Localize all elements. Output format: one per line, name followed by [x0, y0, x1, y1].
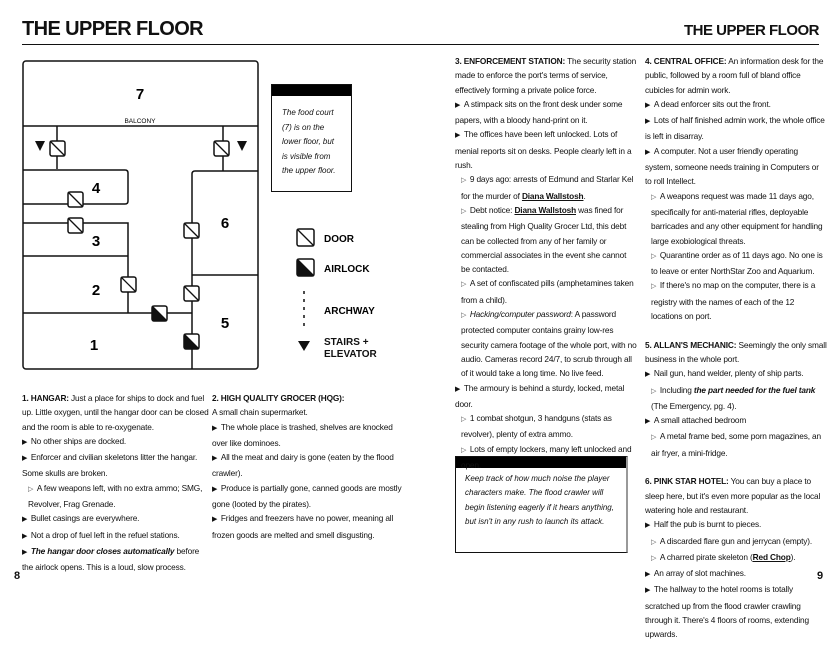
text-run: Produce is partially gone, canned goods are mostly gone (looted by the pirates).	[212, 482, 402, 510]
door-icon	[214, 141, 229, 156]
text-run: : A password protected computer contains grainy low-res security camera footage of the whole port, with no audio. Cameras record 24/7, to scrub through all of it would take a long time. No live feed.	[461, 309, 637, 379]
section-title: 4. CENTRAL OFFICE:	[645, 56, 727, 66]
room-label-7: 7	[135, 86, 145, 103]
bullet-item	[22, 511, 210, 527]
room-label-1: 1	[89, 337, 99, 354]
bullet-item	[455, 127, 637, 172]
bullet-item	[645, 248, 827, 279]
text-run: the part needed for the fuel tank	[693, 384, 816, 395]
text-run: Seemingly the only small business in the whole port.	[645, 339, 827, 364]
bullet-item	[455, 381, 637, 412]
text-run: The armoury is behind a sturdy, locked, metal door.	[455, 382, 625, 409]
text-run: A metal frame bed, some porn magazines, an air fryer, a mini-fridge.	[651, 431, 821, 458]
text-run: All the meat and dairy is gone (eaten by the flood crawler).	[212, 452, 394, 479]
text-run: The whole place is trashed, shelves are knocked over like dominoes.	[212, 421, 393, 448]
legend-airlock-label: AIRLOCK	[324, 264, 370, 275]
location-section	[455, 54, 637, 472]
bullet-item	[455, 203, 637, 276]
section-intro	[645, 338, 827, 367]
text-run: A discarded flare gun and jerrycan (empty).	[659, 535, 813, 546]
bullet-item	[22, 481, 210, 512]
bullet-item	[645, 534, 827, 550]
text-run: Hacking/computer password	[469, 309, 571, 320]
door-icon	[184, 223, 199, 238]
text-run: If there's no map on the computer, there is a registry with the names of each of the 12 locations on port.	[651, 280, 816, 322]
bullet-item	[645, 383, 827, 414]
character-name: Red Chop	[752, 551, 791, 562]
text-run: Debt notice:	[469, 204, 515, 215]
text-run: 1 combat shotgun, 3 handguns (stats as revolver), plenty of extra ammo.	[461, 413, 612, 440]
bullet-item	[645, 413, 827, 429]
room-label-3: 3	[91, 233, 101, 250]
text-run: Lots of empty lockers, many left unlocked and open.	[461, 443, 632, 471]
location-section	[22, 391, 210, 575]
bullet-item	[645, 278, 827, 323]
page-number-right: 9	[817, 570, 824, 582]
bullet-item	[212, 481, 408, 512]
airlock-icon	[297, 259, 314, 276]
text-run: ).	[790, 551, 796, 562]
section-title: 1. HANGAR:	[22, 393, 69, 403]
bullet-item	[22, 450, 210, 481]
text-run: Nail gun, hand welder, plenty of ship parts.	[653, 368, 804, 379]
room-label-4: 4	[91, 180, 101, 197]
location-section	[645, 54, 827, 323]
bullet-item	[645, 582, 827, 641]
bullet-item	[22, 544, 210, 575]
section-intro	[212, 391, 408, 420]
text-run: The security station made to enforce the port's terms of service, effectively forming a private police force.	[455, 56, 637, 95]
room-label-6: 6	[220, 215, 230, 232]
text-run: You can buy a place to sleep here, but it's even more popular as the local watering hole and restaurant.	[645, 476, 821, 515]
legend-door-label: DOOR	[324, 234, 354, 245]
map-legend	[297, 229, 375, 351]
character-name: Diana Wallstosh	[521, 190, 584, 201]
column-4	[645, 54, 827, 656]
bullet-item	[212, 420, 408, 451]
door-icon	[50, 141, 65, 156]
bullet-item	[645, 429, 827, 460]
character-name: Diana Wallstosh	[514, 204, 576, 215]
text-run: 9 days ago: arrests of Edmund and Starlar Kel for the murder of	[461, 174, 634, 201]
section-intro	[455, 54, 637, 97]
room-label-2: 2	[91, 282, 101, 299]
room-label-5: 5	[220, 315, 230, 332]
bullet-item	[455, 276, 637, 307]
section-title: 5. ALLAN'S MECHANIC:	[645, 339, 737, 350]
bullet-item	[645, 517, 827, 533]
bullet-item	[22, 528, 210, 544]
text-run: No other ships are docked.	[30, 435, 127, 446]
stairs-elevator-icon	[35, 141, 45, 151]
text-run: A stimpack sits on the front desk under some papers, with a bloody hand-print on it.	[455, 98, 623, 126]
location-section	[212, 391, 408, 542]
text-run: An information desk for the public, followed by a room full of bland office cubicles for admin work.	[645, 56, 824, 95]
text-run: The hangar door closes automatically	[30, 545, 175, 556]
airlock-icon	[184, 334, 199, 349]
legend-archway-label: ARCHWAY	[324, 306, 375, 317]
text-run: Half the pub is burnt to pieces.	[653, 519, 762, 530]
text-run: A few weapons left, with no extra ammo; SMG, Revolver, Frag Grenade.	[28, 482, 203, 510]
column-3	[455, 54, 637, 487]
bullet-item	[455, 307, 637, 380]
stairs-elevator-icon	[237, 141, 247, 151]
bullet-item	[455, 172, 637, 203]
section-title: 6. PINK STAR HOTEL:	[645, 476, 729, 487]
map-note-box	[271, 84, 352, 192]
text-run: A small chain supermarket.	[212, 407, 308, 418]
text-run: An array of slot machines.	[653, 568, 746, 579]
bullet-item	[645, 113, 827, 144]
section-title: 3. ENFORCEMENT STATION:	[455, 56, 566, 66]
bullet-item	[645, 189, 827, 248]
text-run: was fined for stealing from High Quality Grocer Ltd, this debt can be collected from any of her family or commercial associates in the event she cannot be contacted.	[461, 204, 627, 275]
door-icon	[184, 286, 199, 301]
text-run: A dead enforcer sits out the front.	[653, 98, 771, 109]
bullet-item	[212, 450, 408, 481]
text-run: A charred pirate skeleton (	[659, 551, 753, 562]
text-run: Bullet casings are everywhere.	[30, 513, 140, 524]
section-intro	[645, 474, 827, 517]
door-icon	[68, 192, 83, 207]
bullet-item	[455, 411, 637, 442]
door-icon	[121, 277, 136, 292]
section-intro	[645, 54, 827, 97]
door-icon	[68, 218, 83, 233]
page-title-left: THE UPPER FLOOR	[22, 18, 204, 40]
noise-note-text: Keep track of how much noise the player characters make. The flood crawler will begin listening eagerly if it hears anything, but isn't in any rush to launch its attack.	[465, 474, 614, 526]
text-run: A set of confiscated pills (amphetamines taken from a child).	[461, 278, 634, 305]
text-run: Just a place for ships to dock and fuel up. Little oxygen, until the hangar door can be closed and the room is able to re-oxygenate.	[22, 393, 209, 432]
location-section	[645, 474, 827, 641]
bullet-item	[645, 366, 827, 382]
text-run: A weapons request was made 11 days ago, specifically for anti-material rifles, deployable barricades and any other equipment for handling large exobiological threats.	[651, 190, 823, 246]
text-run: Quarantine order as of 11 days ago. No one is to leave or enter NorthStar Zoo and Aquarium.	[651, 249, 823, 277]
legend-stairs-label: STAIRS + ELEVATOR	[324, 337, 377, 360]
location-section	[645, 338, 827, 460]
column-2	[212, 391, 408, 556]
text-run: A computer. Not a user friendly operating system, someone needs training in Computers or to roll Intellect.	[645, 145, 819, 187]
page-title-right: THE UPPER FLOOR	[683, 22, 819, 39]
bullet-item	[212, 511, 408, 542]
stairs-elevator-icon	[298, 341, 310, 351]
page-number-left: 8	[14, 570, 21, 582]
text-run: (The Emergency, pg. 4).	[651, 400, 737, 411]
airlock-icon	[152, 306, 167, 321]
text-run: Including	[659, 384, 694, 395]
text-run: Fridges and freezers have no power, meaning all frozen goods are melted and smell disgusting.	[212, 513, 394, 540]
text-run: before the airlock opens. This is a loud, slow process.	[22, 545, 200, 573]
bullet-item	[645, 97, 827, 113]
bullet-item	[455, 442, 637, 473]
bullet-item	[645, 144, 827, 189]
text-run: Not a drop of fuel left in the refuel stations.	[30, 529, 180, 540]
text-run: The offices have been left unlocked. Lots of menial reports sit on desks. People clearly left in a rush.	[455, 129, 632, 171]
bullet-item	[22, 434, 210, 450]
text-run: A small attached bedroom	[653, 415, 747, 426]
text-run: Enforcer and civilian skeletons litter the hangar. Some skulls are broken.	[22, 452, 198, 479]
bullet-item	[455, 97, 637, 128]
section-intro	[22, 391, 210, 434]
column-1	[22, 391, 210, 589]
bullet-item	[645, 566, 827, 582]
door-icon	[297, 229, 314, 246]
text-run: Lots of half finished admin work, the whole office is left in disarray.	[645, 115, 825, 142]
text-run: .	[583, 190, 586, 201]
bullet-item	[645, 550, 827, 566]
map-note-text: The food court (7) is on the lower floor, but is visible from the upper floor.	[282, 108, 336, 175]
balcony-label: BALCONY	[124, 118, 156, 125]
text-run: The hallway to the hotel rooms is totally scratched up from the flood crawler crawling through it. There's 4 floors of rooms, extending upwards.	[645, 584, 809, 640]
note-header-bar	[272, 85, 351, 96]
section-title: 2. HIGH QUALITY GROCER (HQG):	[212, 393, 345, 403]
